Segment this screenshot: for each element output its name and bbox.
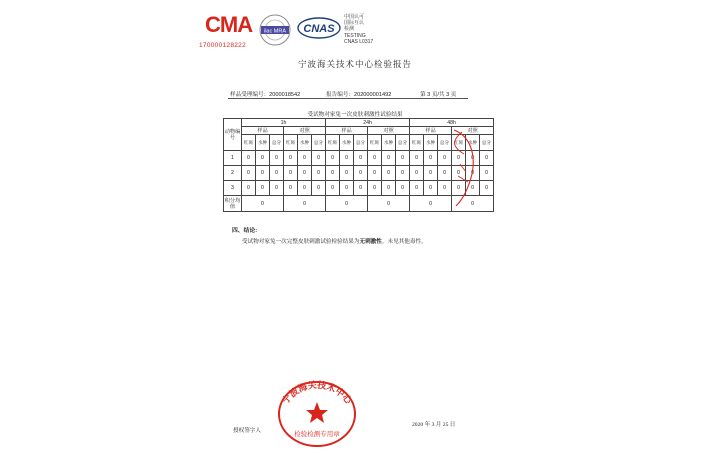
score-cell: 0	[480, 181, 494, 196]
score-cell: 0	[382, 181, 396, 196]
conclusion-text-before: 受试物对家兔一次完整皮肤刺激试验检验结果为	[242, 239, 360, 245]
mean-value: 0	[368, 196, 410, 212]
conclusion-text-after: 。未见其他毒性。	[381, 239, 427, 245]
cnas-logo-text: CNAS	[303, 23, 335, 35]
score-cell: 0	[466, 166, 480, 181]
mean-value: 0	[410, 196, 452, 212]
score-cell: 0	[340, 181, 354, 196]
score-cell: 0	[256, 181, 270, 196]
subcol-header: 总分	[438, 135, 452, 151]
score-cell: 0	[410, 181, 424, 196]
score-cell: 0	[326, 151, 340, 166]
report-date: 2020 年 3 月 25 日	[412, 422, 456, 428]
score-cell: 0	[466, 181, 480, 196]
subcol-header: 总分	[396, 135, 410, 151]
subcol-header: 水肿	[382, 135, 396, 151]
seal-subtext: 检验检测专用章	[294, 430, 340, 438]
score-cell: 0	[396, 166, 410, 181]
animal-id: 2	[224, 166, 242, 181]
subcol-header: 红斑	[410, 135, 424, 151]
score-cell: 0	[312, 166, 326, 181]
header-divider	[228, 98, 468, 99]
score-cell: 0	[410, 151, 424, 166]
score-cell: 0	[382, 166, 396, 181]
score-cell: 0	[298, 151, 312, 166]
animal-id: 3	[224, 181, 242, 196]
score-cell: 0	[452, 151, 466, 166]
subcol-header: 水肿	[424, 135, 438, 151]
time-header: 48h	[410, 119, 494, 127]
group-header: 样品	[410, 127, 452, 135]
score-cell: 0	[354, 151, 368, 166]
subcol-header: 总分	[270, 135, 284, 151]
sample-number: 样品受理编号：2000018542	[230, 92, 301, 98]
cma-logo: CMA	[205, 12, 253, 37]
table-caption: 受试物对家兔一次皮肤刺激性试验结果	[307, 112, 403, 118]
report-title: 宁波海关技术中心检验报告	[297, 60, 412, 70]
score-cell: 0	[256, 166, 270, 181]
score-cell: 0	[368, 151, 382, 166]
ilac-mra-logo	[258, 13, 292, 47]
page-info: 第 3 页/共 3 页	[420, 92, 457, 98]
score-cell: 0	[438, 166, 452, 181]
score-cell: 0	[396, 151, 410, 166]
report-number: 报告编号：202000001492	[326, 92, 392, 98]
score-cell: 0	[284, 151, 298, 166]
subcol-header: 水肿	[340, 135, 354, 151]
score-cell: 0	[256, 151, 270, 166]
group-header: 样品	[326, 127, 368, 135]
score-cell: 0	[424, 151, 438, 166]
cnas-line: 中国认可	[344, 14, 365, 20]
mean-value: 0	[326, 196, 368, 212]
score-cell: 0	[354, 181, 368, 196]
score-cell: 0	[242, 166, 256, 181]
score-cell: 0	[382, 151, 396, 166]
score-cell: 0	[466, 151, 480, 166]
cnas-accreditation-text	[344, 14, 373, 45]
cnas-line: 检测	[344, 26, 355, 33]
score-cell: 0	[242, 181, 256, 196]
seal-star-icon	[306, 402, 328, 423]
cnas-line: CNAS L0317	[344, 38, 374, 45]
score-cell: 0	[340, 166, 354, 181]
subcol-header: 总分	[354, 135, 368, 151]
score-cell: 0	[270, 151, 284, 166]
score-cell: 0	[452, 181, 466, 196]
ilac-text: ilac MRA	[263, 28, 287, 35]
score-cell: 0	[326, 166, 340, 181]
score-cell: 0	[368, 181, 382, 196]
score-cell: 0	[312, 181, 326, 196]
score-cell: 0	[396, 181, 410, 196]
subcol-header: 水肿	[466, 135, 480, 151]
score-cell: 0	[424, 181, 438, 196]
score-cell: 0	[480, 166, 494, 181]
group-header: 对照	[284, 127, 326, 135]
signatory-label: 授权签字人	[233, 428, 261, 434]
official-seal	[267, 372, 367, 448]
score-cell: 0	[368, 166, 382, 181]
subcol-header: 总分	[312, 135, 326, 151]
score-cell: 0	[480, 151, 494, 166]
subcol-header: 水肿	[256, 135, 270, 151]
score-cell: 0	[284, 166, 298, 181]
cma-number: 170000128222	[199, 42, 246, 49]
group-header: 对照	[368, 127, 410, 135]
conclusion-result: 无刺激性	[359, 239, 382, 245]
conclusion-text	[242, 237, 427, 245]
mean-value: 0	[452, 196, 494, 212]
score-cell: 0	[312, 151, 326, 166]
score-cell: 0	[340, 151, 354, 166]
score-cell: 0	[410, 166, 424, 181]
mean-value: 0	[284, 196, 326, 212]
subcol-header: 红斑	[326, 135, 340, 151]
animal-no-header: 动物编号	[224, 119, 242, 151]
mean-label: 积分均值	[224, 197, 241, 210]
time-header: 24h	[326, 119, 410, 127]
time-header: 1h	[242, 119, 326, 127]
score-cell: 0	[270, 181, 284, 196]
score-cell: 0	[284, 181, 298, 196]
score-cell: 0	[424, 166, 438, 181]
subcol-header: 红斑	[242, 135, 256, 151]
score-cell: 0	[298, 166, 312, 181]
animal-id: 1	[224, 151, 242, 166]
score-cell: 0	[270, 166, 284, 181]
group-header: 对照	[452, 127, 494, 135]
score-cell: 0	[452, 166, 466, 181]
subcol-header: 红斑	[452, 135, 466, 151]
subcol-header: 水肿	[298, 135, 312, 151]
cnas-line: 国际互认	[344, 20, 365, 27]
subcol-header: 红斑	[284, 135, 298, 151]
subcol-header: 总分	[480, 135, 494, 151]
score-cell: 0	[438, 151, 452, 166]
cnas-logo	[297, 16, 341, 40]
score-cell: 0	[298, 181, 312, 196]
group-header: 样品	[242, 127, 284, 135]
seal-text: 宁波海关技术中心	[281, 380, 353, 407]
mean-value: 0	[242, 196, 284, 212]
score-cell: 0	[354, 166, 368, 181]
subcol-header: 红斑	[368, 135, 382, 151]
score-cell: 0	[438, 181, 452, 196]
score-cell: 0	[242, 151, 256, 166]
score-cell: 0	[326, 181, 340, 196]
conclusion-heading: 四、结论:	[232, 228, 258, 234]
handwritten-mark	[446, 124, 486, 210]
cnas-line: TESTING	[344, 32, 366, 39]
